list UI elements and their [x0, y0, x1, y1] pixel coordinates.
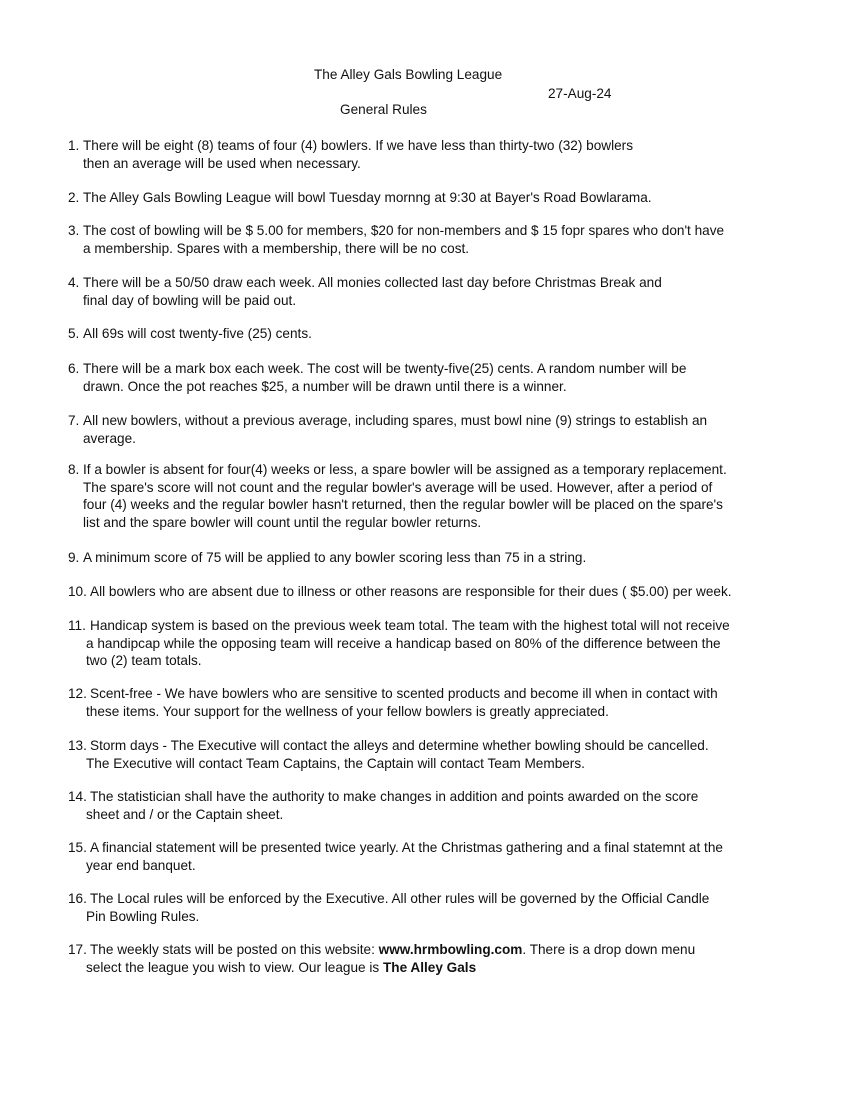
rule-number: 7. [68, 413, 80, 428]
rule-line: then an average will be used when necessary. [83, 155, 361, 171]
rule-line: A financial statement will be presented twice yearly. At the Christmas gathering and a final statemnt at the [90, 840, 723, 855]
rule-item [68, 737, 758, 772]
document-subtitle: General Rules [340, 102, 427, 117]
rule-item [68, 274, 758, 309]
rule-line: sheet and / or the Captain sheet. [86, 806, 284, 822]
rule-line: A minimum score of 75 will be applied to any bowler scoring less than 75 in a string. [83, 550, 587, 565]
rule-item [68, 788, 758, 823]
rule-number: 12. [68, 686, 87, 701]
document-date: 27-Aug-24 [548, 86, 612, 101]
rule-item [68, 360, 758, 395]
rule-line: The Alley Gals Bowling League will bowl Tuesday mornng at 9:30 at Bayer's Road Bowlarama. [83, 190, 652, 205]
rule-number: 2. [68, 190, 80, 205]
rule-line: The spare's score will not count and the regular bowler's average will be used. However, after a period of [83, 479, 713, 495]
rule-text: The weekly stats will be posted on this website: [90, 942, 379, 957]
rule-line: list and the spare bowler will count until the regular bowler returns. [83, 514, 482, 530]
rule-line [68, 941, 758, 959]
rule-line: All new bowlers, without a previous average, including spares, must bowl nine (9) strings to establish an [83, 413, 708, 428]
rule-item [68, 412, 758, 447]
rule-line: average. [83, 430, 136, 446]
website-link[interactable]: www.hrmbowling.com [378, 942, 523, 957]
rule-line: Pin Bowling Rules. [86, 908, 200, 924]
rule-line: All 69s will cost twenty-five (25) cents. [83, 326, 312, 341]
rule-item [68, 839, 758, 874]
rule-item [68, 222, 758, 257]
rule-line: All bowlers who are absent due to illness or other reasons are responsible for their dues ( $5.00) per week. [90, 584, 732, 599]
rule-item [68, 549, 758, 567]
document-title: The Alley Gals Bowling League [314, 67, 503, 82]
rule-line [68, 959, 758, 977]
rule-item [68, 583, 758, 601]
rule-number: 14. [68, 789, 87, 804]
rule-item [68, 461, 758, 531]
rule-item [68, 890, 758, 925]
rule-number: 10. [68, 584, 87, 599]
rule-line: The statistician shall have the authority to make changes in addition and points awarded on the score [90, 789, 699, 804]
rule-number: 17. [68, 942, 87, 957]
rule-item [68, 617, 758, 670]
rule-item [68, 941, 758, 976]
rule-number: 9. [68, 550, 80, 565]
rule-line: The cost of bowling will be $ 5.00 for members, $20 for non-members and $ 15 fopr spares who don't have [83, 223, 725, 238]
rule-line: Scent-free - We have bowlers who are sensitive to scented products and become ill when in contact with [90, 686, 718, 701]
rule-line: a handipcap while the opposing team will receive a handicap based on 80% of the difference between the [86, 635, 721, 651]
rule-number: 8. [68, 462, 80, 477]
rule-item [68, 189, 758, 207]
rule-number: 15. [68, 840, 87, 855]
rule-line: year end banquet. [86, 857, 196, 873]
rule-number: 5. [68, 326, 80, 341]
rule-line: two (2) team totals. [86, 653, 202, 668]
rule-line: drawn. Once the pot reaches $25, a number will be drawn until there is a winner. [83, 378, 567, 394]
rule-line: The Local rules will be enforced by the Executive. All other rules will be governed by the Official Candle [90, 891, 710, 906]
league-name: The Alley Gals [382, 959, 477, 975]
rule-line: Handicap system is based on the previous week team total. The team with the highest total will not receive [90, 618, 730, 633]
rule-line: There will be a 50/50 draw each week. All monies collected last day before Christmas Break and [83, 275, 662, 290]
rule-number: 13. [68, 738, 87, 753]
rule-number: 11. [68, 618, 86, 633]
rule-number: 6. [68, 361, 80, 376]
rule-item [68, 685, 758, 720]
rule-number: 1. [68, 138, 80, 153]
rule-text: . There is a drop down menu [522, 942, 696, 957]
rule-line: There will be eight (8) teams of four (4) bowlers. If we have less than thirty-two (32) bowlers [83, 138, 634, 153]
rule-item [68, 325, 758, 343]
rule-line: If a bowler is absent for four(4) weeks or less, a spare bowler will be assigned as a temporary replacement. [83, 462, 727, 477]
rule-line: a membership. Spares with a membership, there will be no cost. [83, 240, 470, 256]
rule-line: There will be a mark box each week. The cost will be twenty-five(25) cents. A random number will be [83, 361, 687, 376]
rule-text: select the league you wish to view. Our league is [86, 959, 383, 975]
rule-line: The Executive will contact Team Captains, the Captain will contact Team Members. [86, 755, 585, 771]
rule-item [68, 137, 758, 172]
rule-number: 3. [68, 223, 80, 238]
rule-line: final day of bowling will be paid out. [83, 292, 297, 308]
rule-line: Storm days - The Executive will contact the alleys and determine whether bowling should be cancelled. [90, 738, 709, 753]
rule-number: 16. [68, 891, 87, 906]
rule-line: these items. Your support for the wellness of your fellow bowlers is greatly appreciated. [86, 703, 609, 719]
rule-line: four (4) weeks and the regular bowler hasn't returned, then the regular bowler will be placed on the spare's [83, 497, 723, 512]
rule-number: 4. [68, 275, 80, 290]
